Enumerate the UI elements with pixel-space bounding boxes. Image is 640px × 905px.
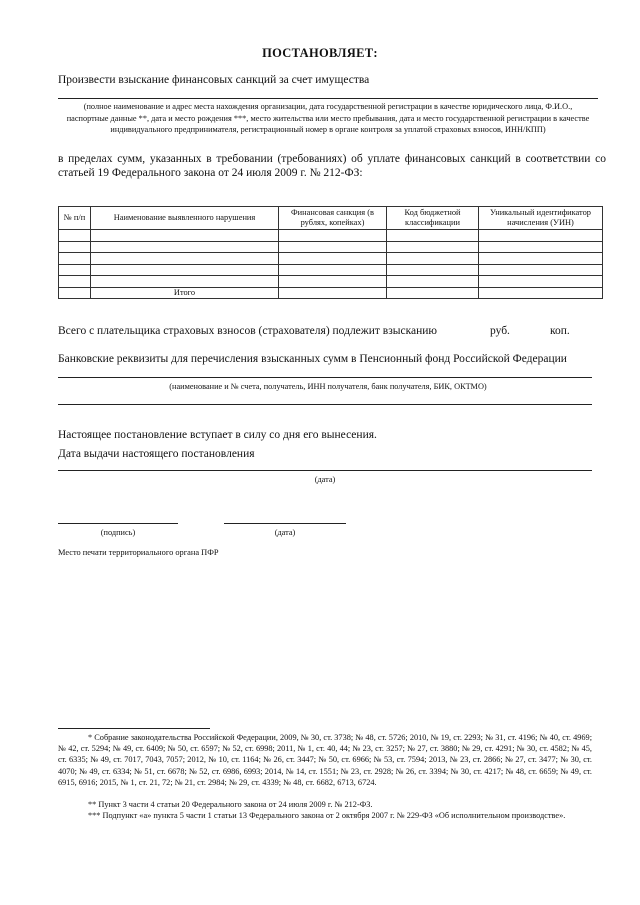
stamp-text: Место печати территориального органа ПФР: [58, 548, 219, 557]
intro-text: Произвести взыскание финансовых санкций за счет имущества: [58, 74, 370, 86]
total-label: Итого: [91, 287, 279, 299]
signature-label: (подпись): [100, 528, 136, 537]
rub-label: руб.: [490, 325, 510, 337]
footnote-3: *** Подпункт «а» пункта 5 части 1 статьи 13 Федерального закона от 2 октября 2007 г. № 229-ФЗ «Об исполнительном производстве».: [88, 811, 566, 820]
effective-text: Настоящее постановление вступает в силу со дня его вынесения.: [58, 429, 377, 441]
bank-blank-line-2: [58, 404, 592, 405]
table-row: [59, 253, 603, 265]
bank-note: (наименование и № счета, получатель, ИНН получателя, банк получателя, БИК, ОКТМО): [169, 382, 487, 391]
footnote-separator: [58, 728, 210, 729]
total-text: Всего с плательщика страховых взносов (страхователя) подлежит взысканию: [58, 325, 438, 337]
kop-label: коп.: [550, 325, 570, 337]
col-header-number: № п/п: [59, 207, 91, 230]
sign-date-label: (дата): [274, 528, 296, 537]
date-label: (дата): [314, 475, 336, 484]
table-row: [59, 241, 603, 253]
bank-text: Банковские реквизиты для перечисления взысканных сумм в Пенсионный фонд Российской Федерации: [58, 353, 567, 365]
table-row: [59, 264, 603, 276]
page-title: ПОСТАНОВЛЯЕТ:: [262, 46, 378, 60]
col-header-uin: Уникальный идентификатор начисления (УИН): [479, 207, 603, 230]
col-header-kbk: Код бюджетной классификации: [387, 207, 479, 230]
col-header-sanction: Финансовая санкция (в рублях, копейках): [279, 207, 387, 230]
col-header-violation: Наименование выявленного нарушения: [91, 207, 279, 230]
limits-text: в пределах сумм, указанных в требовании (требованиях) об уплате финансовых санкций в соответствии со статьей 19 Федерального закона от 24 июля 2009 г. № 212-ФЗ:: [58, 153, 606, 179]
table-row: [59, 276, 603, 288]
issue-date-text: Дата выдачи настоящего постановления: [58, 448, 255, 460]
org-blank-line: [58, 98, 598, 99]
table-row: [59, 230, 603, 242]
sign-date-line: [224, 523, 346, 524]
table-total-row: [59, 287, 603, 299]
bank-blank-line: [58, 377, 592, 378]
org-note: (полное наименование и адрес места нахождения организации, дата государственной регистрации в качестве юридического лица, Ф.И.О., паспортные данные **, дата и место рождения ***, место жительства или место пребывания, дата и место государственной регистрации в качестве индивидуального предпринимателя, регистрационный номер в органе контроля за уплатой страховых взносов, ИНН/КПП): [66, 102, 590, 134]
sanctions-table: [58, 206, 603, 299]
issue-date-line: [58, 470, 592, 471]
signature-line: [58, 523, 178, 524]
table-header-row: [59, 207, 603, 230]
footnote-2: ** Пункт 3 части 4 статьи 20 Федерального закона от 24 июля 2009 г. № 212-ФЗ.: [88, 800, 373, 809]
footnote-1: * Собрание законодательства Российской Федерации, 2009, № 30, ст. 3738; № 48, ст. 5726; 2010, № 19, ст. 2293; № 31, ст. 4196; № 40, ст. 4969; № 42, ст. 5294; № 49, ст. 6409; № 50, ст. 6597; № 52, ст. 6998; 2011, № 1, ст. 40, 44; № 23, ст. 3257; № 27, ст. 3880; № 29, ст. 4291; № 30, ст. 4582; № 45, ст. 6335; № 49, ст. 7017, 7043, 7057; 2012, № 10, ст. 1164; № 26, ст. 3447; № 50, ст. 6966; № 53, ст. 7594; 2013, № 23, ст. 2866; № 27, ст. 3477; № 30, ст. 4070; № 49, ст. 6334; № 51, ст. 6678; № 52, ст. 6986, 6993; 2014, № 14, ст. 1551; № 23, ст. 2928; № 26, ст. 3394; № 30, ст. 4217; № 48, ст. 6659; № 49, ст. 6915, 6916; 2015, № 1, ст. 21, 72; № 21, ст. 2984; № 29, ст. 4339; № 48, ст. 6682, 6713, 6724.: [58, 733, 592, 787]
